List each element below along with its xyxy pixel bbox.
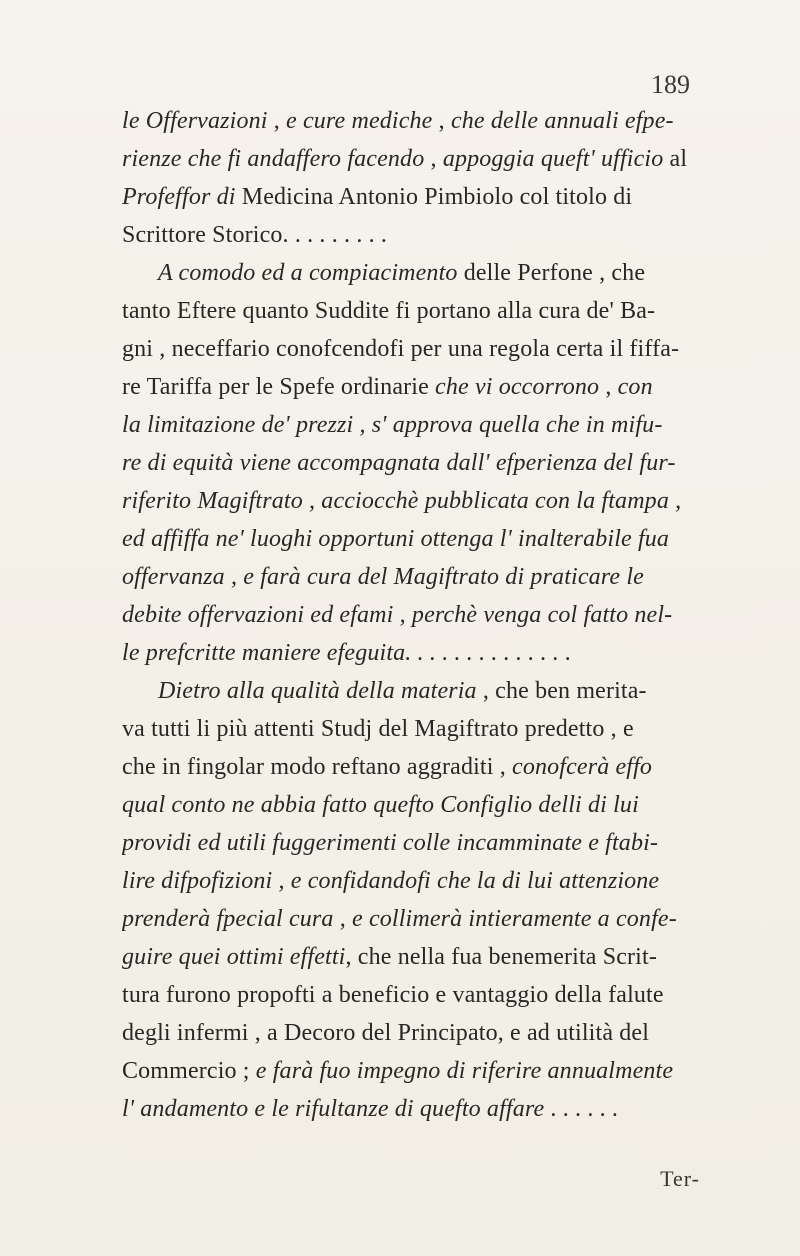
text-line [122, 558, 710, 596]
text-line [122, 406, 710, 444]
text-line [122, 672, 710, 710]
roman-span: , che ben merita- [476, 678, 647, 704]
page-number: 189 [651, 70, 690, 99]
italic-span: che vi occorrono [435, 374, 600, 400]
roman-span: Scrittore Storico. . . . . . . . . [122, 222, 388, 248]
text-line [122, 710, 710, 748]
italic-span: offervanza , e farà cura del Magiftrato di praticare le [122, 564, 644, 590]
text-line [122, 786, 710, 824]
text-line [122, 216, 710, 254]
catchword: Ter- [660, 1166, 700, 1191]
italic-span: lire difpofizioni , e confidandofi che la di lui attenzione [122, 868, 660, 894]
italic-span: debite offervazioni ed efami , perchè venga col fatto nel- [122, 602, 673, 628]
roman-span: degli infermi , a Decoro del Principato, e ad utilità del [122, 1020, 650, 1046]
italic-span: Dietro alla qualità della materia [158, 678, 477, 704]
text-line [122, 330, 710, 368]
text-line [122, 976, 710, 1014]
text-line [122, 178, 710, 216]
text-line [122, 140, 710, 178]
body-text [122, 102, 710, 1128]
text-line [122, 1090, 710, 1128]
roman-span: , [599, 374, 618, 400]
text-line [122, 368, 710, 406]
italic-span: qual conto ne abbia fatto quefto Configlio delli di lui [122, 792, 639, 818]
roman-span: delle Perfone , che [457, 260, 646, 286]
roman-span: che in fingolar modo reftano aggraditi , [122, 754, 513, 780]
roman-span: , [424, 146, 443, 172]
text-line [122, 596, 710, 634]
text-line [122, 1052, 710, 1090]
italic-span: e cure mediche [286, 108, 433, 134]
text-line [122, 938, 710, 976]
italic-span: rienze che fi andaffero facendo [122, 146, 425, 172]
text-line [122, 1014, 710, 1052]
italic-span: riferito Magiftrato , acciocchè pubblicata con la ftampa , [122, 488, 682, 514]
italic-span: ed affiffa ne' luoghi opportuni ottenga l' inalterabile fua [122, 526, 670, 552]
roman-span: Commercio ; [122, 1058, 256, 1084]
italic-span: con [617, 374, 653, 400]
text-line [122, 254, 710, 292]
text-line [122, 862, 710, 900]
italic-span: guire quei ottimi effetti [122, 944, 346, 970]
text-line [122, 444, 710, 482]
roman-span: , che nella fua benemerita Scrit- [345, 944, 657, 970]
italic-span: l' andamento e le rifultanze di quefto affare [122, 1096, 545, 1122]
text-line [122, 900, 710, 938]
italic-span: le Offervazioni [122, 108, 268, 134]
text-line [122, 824, 710, 862]
roman-span: , [267, 108, 287, 134]
text-line [122, 748, 710, 786]
roman-span: va tutti li più attenti Studj del Magiftrato predetto , e [122, 716, 634, 742]
text-line [122, 292, 710, 330]
italic-span: la limitazione de' prezzi , s' approva quella che in mifu- [122, 412, 663, 438]
roman-span: Medicina Antonio Pimbiolo col titolo di [235, 184, 633, 210]
roman-span: gni , neceffario conofcendofi per una regola certa il fiffa- [122, 336, 680, 362]
roman-span: tanto Eftere quanto Suddite fi portano alla cura de' Ba- [122, 298, 656, 324]
italic-span: providi ed utili fuggerimenti colle incamminate e ftabi- [122, 830, 659, 856]
italic-span: A comodo ed a compiacimento [158, 260, 458, 286]
text-line [122, 520, 710, 558]
italic-span: Profeffor di [122, 184, 236, 210]
text-line [122, 102, 710, 140]
italic-span: conofcerà effo [512, 754, 653, 780]
italic-span: re di equità viene accompagnata dall' efperienza del fur- [122, 450, 676, 476]
text-line [122, 482, 710, 520]
italic-span: e farà fuo impegno di riferire annualmente [255, 1058, 674, 1084]
italic-span: appoggia queft' ufficio [442, 146, 664, 172]
italic-span: le prefcritte maniere efeguita. . . . . . . . . . . . . . [122, 640, 572, 666]
roman-span: al [663, 146, 688, 172]
roman-span: . . . . . . [544, 1096, 619, 1122]
italic-span: prenderà fpecial cura , e collimerà intieramente a confe- [122, 906, 677, 932]
italic-span: che delle annuali efpe- [450, 108, 674, 134]
text-line [122, 634, 710, 672]
roman-span: re Tariffa per le Spefe ordinarie [122, 374, 436, 400]
roman-span: , [432, 108, 451, 134]
roman-span: tura furono propofti a beneficio e vantaggio della falute [122, 982, 664, 1008]
